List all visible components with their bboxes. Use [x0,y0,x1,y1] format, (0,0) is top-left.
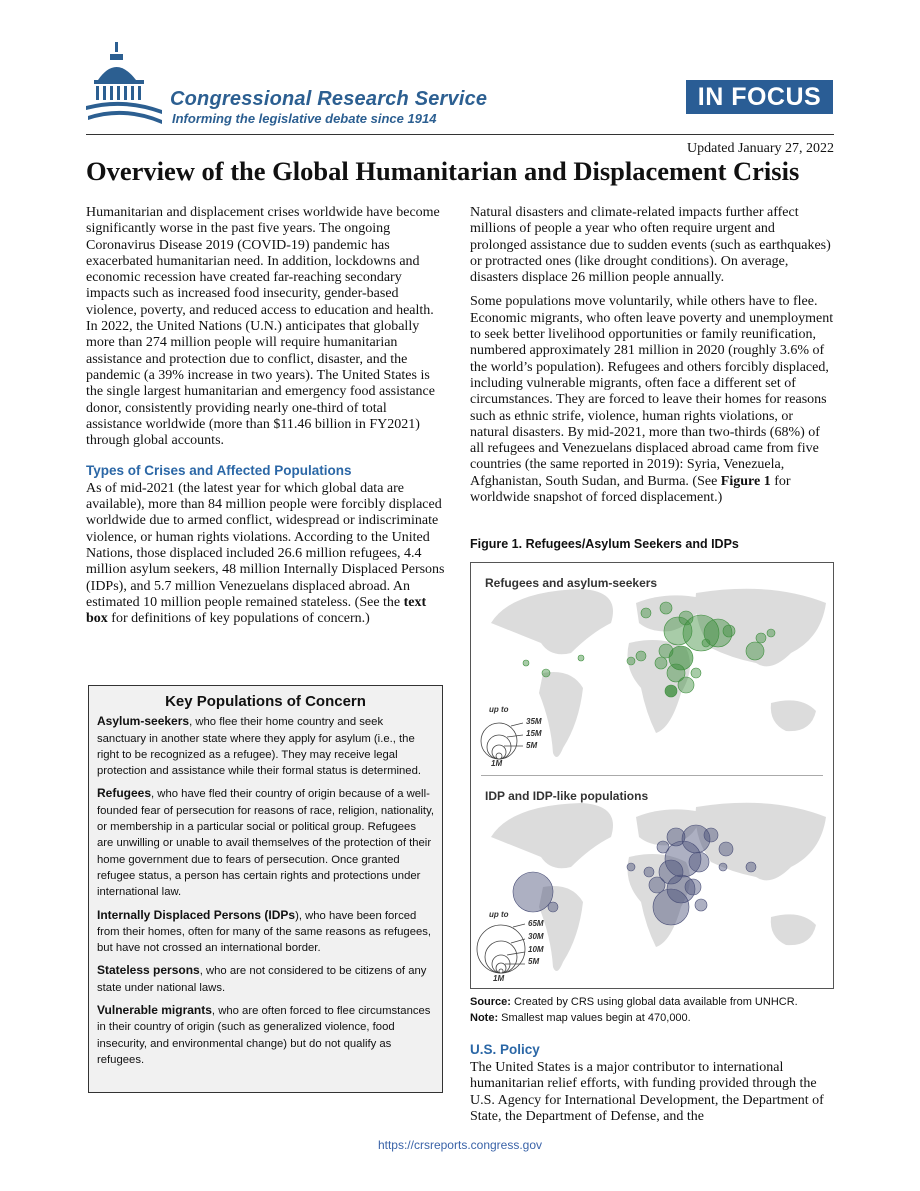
idp-bubble [695,899,707,911]
org-name: Congressional Research Service [170,88,488,110]
capitol-dome-icon [84,40,164,132]
refugee-bubble [723,625,735,637]
crises-paragraph [86,481,446,628]
refugee-bubble [691,668,701,678]
refugee-bubble [679,611,693,625]
refugee-bubble [665,685,677,697]
idp-bubble [649,877,665,893]
note-label: Note: [470,1012,499,1024]
crises-text-1: As of mid-2021 (the latest year for which global data are available), more than 84 million people were forcibly displaced worldwide due to armed conflict, widespread or indiscriminate violence, or human rights violations. According to the United Nations, those displaced included 26.6 million refugees, 4.4 million asylum seekers, 48 million Internally Displaced Persons (IDPs), and 5.7 million Venezuelans displaced abroad. An estimated 10 million people remained stateless. (See the [86,480,445,610]
source-line [470,994,834,1010]
idp-bubble [685,879,701,895]
refugee-bubble [578,655,584,661]
refugee-bubble [627,657,635,665]
idp-bubble [548,902,558,912]
idp-bubble [719,842,733,856]
keybox-term: Vulnerable migrants [97,1003,212,1018]
refugee-bubble [678,677,694,693]
map2-legend-value: 10M [528,945,544,954]
keybox-title: Key Populations of Concern [165,693,366,710]
idp-size-legend [477,924,525,973]
keybox-definition: , who are not considered to be citizens of any state under national laws. [97,965,427,994]
refugee-bubble [523,660,529,666]
map1-legend-value: 1M [491,759,503,768]
keybox-entry [97,785,434,900]
idp-bubble [513,872,553,912]
idp-bubble [704,828,718,842]
refugee-bubble [542,669,550,677]
refugee-size-legend [481,723,523,759]
idp-bubble [653,889,689,925]
idp-bubble [689,852,709,872]
keybox-definition: ), who have been forced from their homes, often for many of the same reasons as refugees, but have not crossed an international border. [97,909,432,955]
figure-ref: Figure 1 [720,473,771,489]
figure-source-note [470,994,834,1026]
org-tagline: Informing the legislative debate since 1914 [172,111,437,126]
map2-legend-value: 30M [528,932,544,941]
keybox-definition: , who are often forced to flee circumstances in their country of origin (such as generalized violence, food insecurity, and environmental change) but do not qualify as refugees. [97,1005,431,1066]
intro-paragraph: Humanitarian and displacement crises worldwide have become significantly worse in the past five years. The ongoing Coronavirus Disease 2019 (COVID-19) pandemic has exacerbated humanitarian need. In addition, lockdowns and economic recession have created far-reaching secondary impacts such as increased food insecurity, gender-based violence, poverty, and reduced access to education and health. In 2022, the United Nations (U.N.) anticipates that globally more than 274 million people will require humanitarian assistance and protection due to conflict, disaster, and the pandemic (a 39% increase in two years). The United States is the single largest humanitarian and emergency food assistance donor, consistently providing nearly one-third of total assistance worldwide (more than $11.46 billion in FY2021) through global accounts. [86,205,440,449]
migration-paragraph [470,294,834,506]
map1-legend-value: 15M [526,729,542,738]
idp-bubble [719,863,727,871]
section-heading-policy: U.S. Policy [470,1042,540,1057]
note-text: Smallest map values begin at 470,000. [498,1012,691,1024]
source-label: Source: [470,996,511,1008]
source-text: Created by CRS using global data available from UNHCR. [510,996,798,1008]
refugee-bubble [756,633,766,643]
refugee-bubble [636,651,646,661]
map2-legend-value: 5M [528,957,540,966]
section-heading-crises: Types of Crises and Affected Populations [86,463,352,479]
keybox-definition: , who flee their home country and seek sanctuary in another state where they apply for asylum (i.e., the right to be recognized as a refugee). They may receive legal protection and assistance while their formal status is determined. [97,716,422,778]
idp-bubble [644,867,654,877]
idp-bubble [746,862,756,872]
refugee-bubble [655,657,667,669]
key-populations-box [88,685,443,1093]
note-line [470,1010,834,1026]
figure-divider [481,775,823,776]
idp-bubble [627,863,635,871]
refugee-bubble [746,642,764,660]
migration-text-2: for worldwide snapshot of forced displacement.) [470,473,791,506]
left-column [86,205,446,635]
header-divider [86,134,834,135]
right-column [470,205,834,514]
refugee-bubble [660,602,672,614]
map1-legend-head: up to [489,705,509,714]
disasters-paragraph: Natural disasters and climate-related impacts further affect millions of people a year who often require urgent and prolonged assistance due to sudden events (such as earthquakes) or protracted ones (like drought conditions). On average, disasters displace 26 million people annually. [470,205,831,286]
keybox-term: Refugees [97,786,152,801]
keybox-term: Stateless persons [97,963,200,978]
policy-paragraph: The United States is a major contributor to international humanitarian relief efforts, with funding provided through the U.S. Agency for International Development, the Department of State, the Department of Defense, and the [470,1060,824,1124]
footer-url[interactable]: https://crsreports.congress.gov [377,1138,543,1152]
text-box-ref: text box [86,594,427,627]
keybox-definition: , who have fled their country of origin because of a well-founded fear of persecution for reasons of race, religion, nationality, or membership in a particular social or political group. Refugees are unwilling or unable to avail themselves of the protection of their home government due to fears of persecution. Once granted refugee status, a person has certain rights and protections under international law. [97,788,435,899]
idp-map [471,777,834,989]
keybox-term: Internally Displaced Persons (IDPs [97,907,296,922]
keybox-term: Asylum-seekers [97,714,190,729]
figure-title: Figure 1. Refugees/Asylum Seekers and IDPs [470,537,739,551]
crs-logo [84,40,504,132]
refugee-bubble [767,629,775,637]
refugee-bubble [659,644,673,658]
map1-legend-value: 5M [526,741,538,750]
figure-maps [470,562,834,989]
map2-label: IDP and IDP-like populations [485,789,649,803]
map2-legend-head: up to [489,910,509,919]
keybox-entry [97,962,434,996]
map1-label: Refugees and asylum-seekers [485,576,658,590]
idp-bubble [657,841,669,853]
keybox-entry [97,907,434,957]
map1-legend-value: 35M [526,717,542,726]
keybox-entry [97,1002,434,1068]
map2-legend-value: 65M [528,919,544,928]
map2-legend-value: 1M [493,974,505,983]
keybox-entry [97,713,434,779]
page-title: Overview of the Global Humanitarian and Displacement Crisis [86,156,800,186]
refugee-bubble [702,639,710,647]
updated-date: Updated January 27, 2022 [687,141,834,156]
in-focus-badge: IN FOCUS [686,80,833,114]
crises-text-2: for definitions of key populations of concern.) [107,611,370,627]
refugee-bubble [641,608,651,618]
migration-text-1: Some populations move voluntarily, while others have to flee. Economic migrants, who often leave poverty and unemployment to seek better livelihood opportunities or family reunification, numbered approximately 281 million in 2020 (roughly 3.6% of the world’s population). Refugees and others forcibly displaced, including vulnerable migrants, often face a different set of circumstances. They are forced to leave their homes for reasons such as ethnic strife, violence, human rights violations, or natural disasters. By mid-2021, more than two-thirds (68%) of all refugees and Venezuelans displaced abroad came from five countries (the same reported in 2019): Syria, Venezuela, Afghanistan, South Sudan, and Burma. (See [470,294,834,489]
